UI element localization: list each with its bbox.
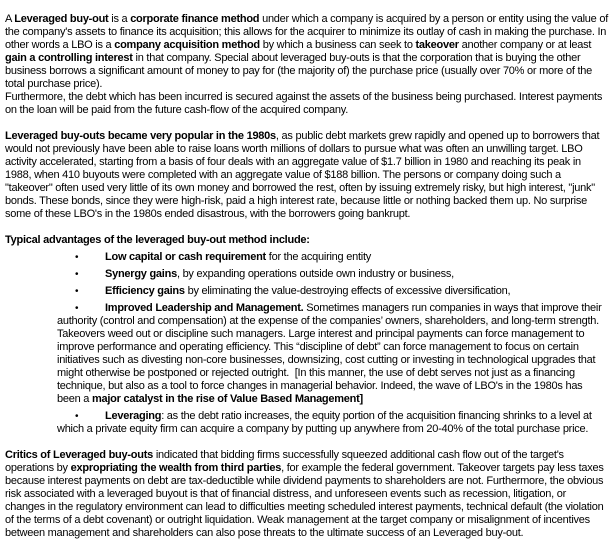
bullet-icon: • [75, 252, 79, 263]
text-run: Furthermore, the debt which has been incurred is secured against the assets of the business being purchased. Interest payments on the loan will be paid from the future cash-flow of the acquired company. [5, 91, 605, 116]
bullet-item [5, 302, 608, 406]
paragraph [5, 130, 608, 221]
document-body [5, 13, 611, 540]
bullet-icon: • [75, 269, 79, 280]
text-run: is a [108, 13, 131, 25]
text-run: under which a company is acquired by a person or entity using the value of the company's assets to finance its acquisition; this allows for the acquirer to minimize its outlay of cash in making the purchase. In other words a LBO is a [5, 13, 611, 51]
bold-text-run: company acquisition method [114, 39, 260, 51]
bullet-icon: • [75, 286, 79, 297]
bold-text-run: Improved Leadership and Management. [105, 302, 304, 314]
paragraph [5, 91, 608, 117]
bold-text-run: Critics of Leveraged buy-outs [5, 449, 154, 461]
bold-text-run: Leveraged buy-outs became very popular in the 1980s [5, 130, 276, 142]
text-run: , as public debt markets grew rapidly and opened up to borrowers that would not previously have been able to raise loans worth millions of dollars to pursue what was often an unwilling target. LBO activity accelerated, starting from a basis of four deals with an aggregate value of $1.7 billion in 1980 and reaching its peak in 1988, when 410 buyouts were completed with an aggregate value of $188 billion. The persons or company doing such a "takeover" often used very little of its own money and borrowed the rest, often by issuing extremely risky, but high interest, "junk" bonds. These bonds, since they were high-risk, paid a high interest rate, because little or nothing backed them up. No surprise some of these LBO's in the 1980s ended disastrous, with the borrowers going bankrupt. [5, 130, 603, 220]
bullet-icon: • [75, 303, 79, 314]
bullet-item [5, 285, 608, 298]
text-run: , by expanding operations outside own industry or business, [176, 268, 454, 280]
text-run: by eliminating the value-destroying effects of excessive diversification, [184, 285, 511, 297]
text-run: , for example the federal government. Takeover targets pay less taxes because interest payments on debt are tax-deductible while dividend payments to shareholders are not. Furthermore, the obvious risk associated with a leveraged buyout is that of financial distress, and unforeseen events such as recession, litigation, or changes in the regulatory environment can lead to difficulties meeting scheduled interest payments, technical default (the violation of the terms of a debt covenant) or outright liquidation. Weak management at the target company or misalignment of incentives between management and shareholders can also pose threats to the ultimate success of an Leveraged buy-out. [5, 462, 607, 539]
bold-text-run: Low capital or cash requirement [105, 251, 266, 263]
bold-text-run: corporate finance method [130, 13, 260, 25]
bullet-item [5, 268, 608, 281]
text-run: by which a business can seek to [259, 39, 416, 51]
text-run: : as the debt ratio increases, the equity portion of the acquisition financing shrinks to a level at which a private equity firm can acquire a company by putting up anywhere from 20-40% of the total purchase price. [57, 410, 595, 435]
bullet-icon: • [75, 411, 79, 422]
bold-text-run: Efficiency gains [105, 285, 185, 297]
bold-text-run: Synergy gains [105, 268, 177, 280]
text-run: Sometimes managers run companies in ways that improve their authority (control and compensation) at the expense of the companies’ owners, shareholders, and long-term strength. Takeovers weed out or discipline such managers. Large interest and principal payments can force management to improve performance and operating efficiency. This “discipline of debt” can force management to focus on certain initiatives such as divesting non-core businesses, downsizing, cost cutting or investing in technological upgrades that might otherwise be postponed or rejected outright. [In this manner, the use of debt serves not just as a financing technique, but also as a tool to force changes in managerial behavior. Indeed, the wave of LBO's in the 1980s has been a [57, 302, 605, 405]
text-run: another company or at least [458, 39, 594, 51]
paragraph [5, 449, 608, 540]
bold-text-run: takeover [415, 39, 459, 51]
text-run: A [5, 13, 15, 25]
text-run: in that company. Special about leveraged buy-outs is that the corporation that is buying the other business borrows a significant amount of money to pay for (the majority of) the purchase price (usually over 70% or more of the total purchase price). [5, 52, 595, 90]
bold-text-run: Typical advantages of the leveraged buy-out method include: [5, 234, 310, 246]
paragraph [5, 13, 611, 91]
text-run: for the acquiring entity [265, 251, 372, 263]
bullet-item [5, 410, 608, 436]
bold-text-run: expropriating the wealth from third parties [70, 462, 282, 474]
bullet-item [5, 251, 608, 264]
section-heading [5, 234, 608, 247]
bold-text-run: Leveraged buy-out [14, 13, 109, 25]
bold-text-run: major catalyst in the rise of Value Based Management] [91, 393, 363, 405]
bold-text-run: gain a controlling interest [5, 52, 133, 64]
text-run: indicated that bidding firms successfully squeezed additional cash flow out of the target's operations by [5, 449, 567, 474]
bold-text-run: Leveraging [105, 410, 162, 422]
